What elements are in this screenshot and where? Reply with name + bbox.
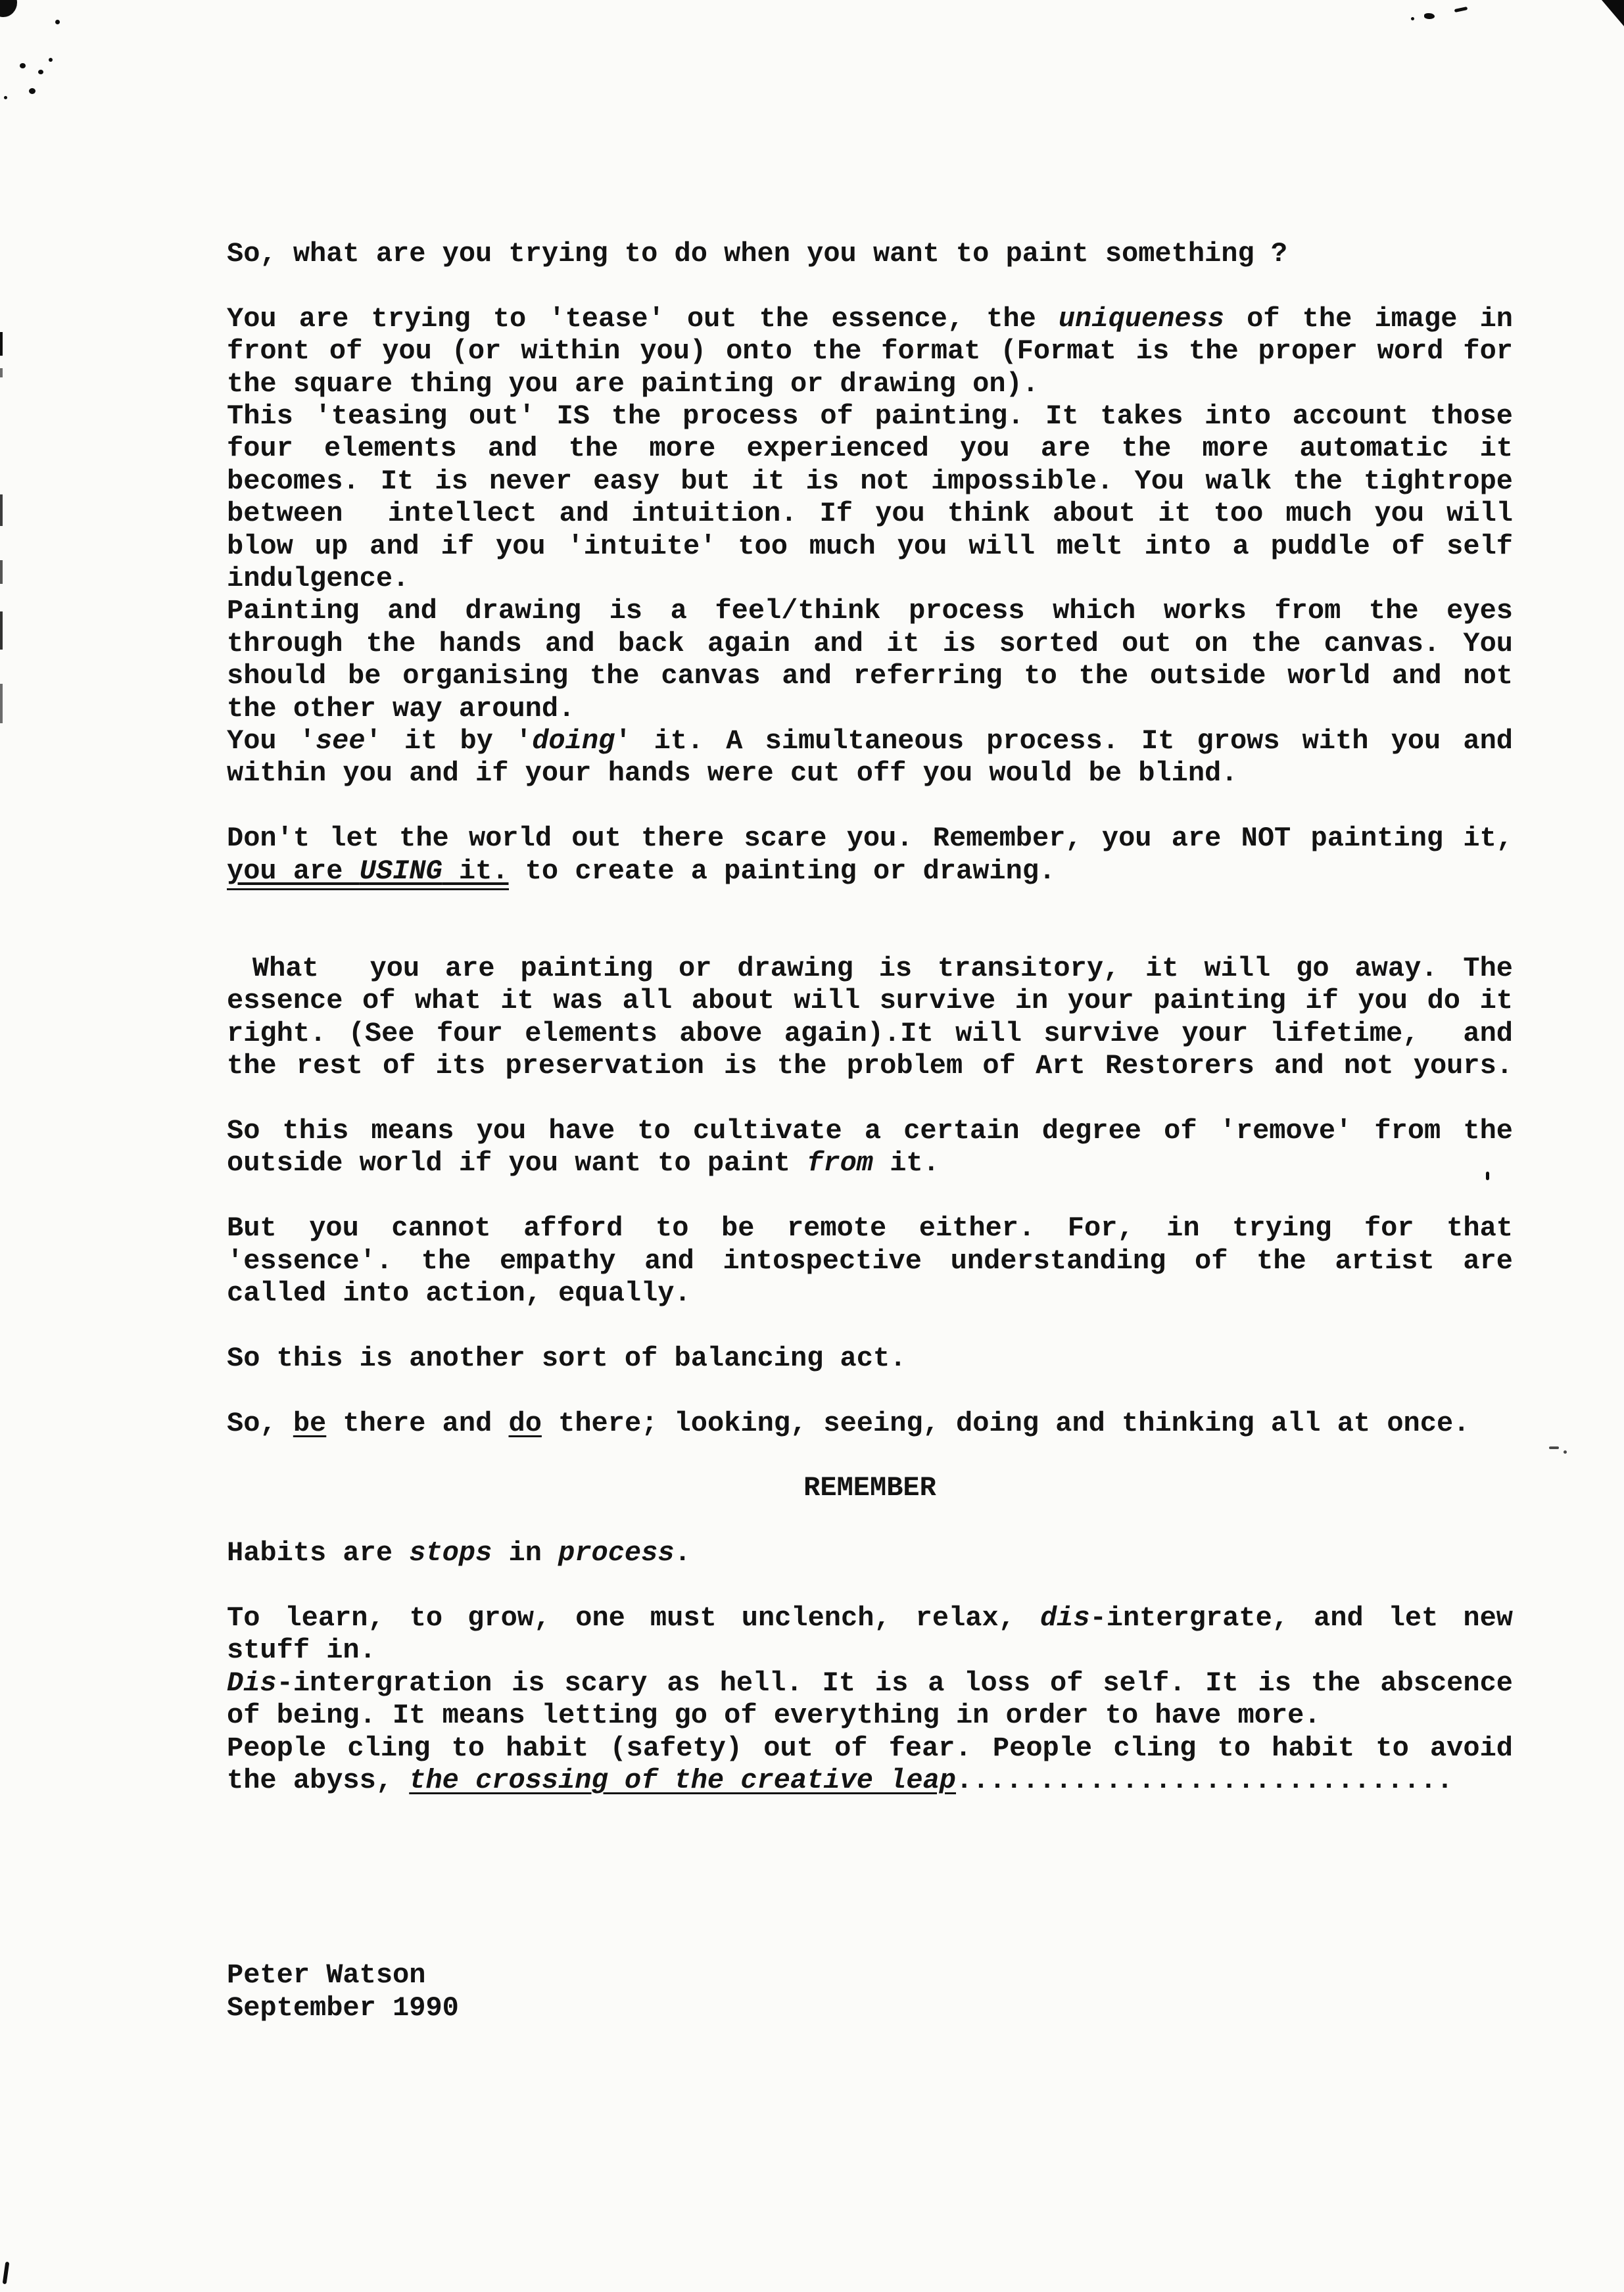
remove-paragraph-line xyxy=(227,1115,1513,1147)
text-segment: USING xyxy=(360,855,442,890)
text-segment: So this means you have to cultivate a certain degree of 'remove' from the xyxy=(227,1114,1513,1147)
essence-paragraph-line xyxy=(227,531,1513,563)
text-segment: stops xyxy=(409,1537,492,1569)
text-segment: ' it by ' xyxy=(365,725,533,757)
opening-question-line xyxy=(227,238,1513,270)
scan-artifact-bottom-left-mark xyxy=(3,2262,10,2285)
scan-artifact-top-right-corner xyxy=(1602,0,1624,26)
text-segment: process xyxy=(558,1537,675,1569)
essence-paragraph-line xyxy=(227,400,1513,433)
learning-paragraph-line xyxy=(227,1700,1513,1732)
text-segment: You are trying to 'tease' out the essence, the xyxy=(227,302,1059,335)
text-segment: stuff in. xyxy=(227,1635,376,1667)
paragraph-gap xyxy=(227,1310,1513,1342)
habits-paragraph-line xyxy=(227,1537,1513,1569)
transitory-paragraph-line xyxy=(227,953,1513,985)
text-segment: do xyxy=(508,1407,542,1439)
text-segment: right. (See four elements above again).It will survive your lifetime, and xyxy=(227,1017,1513,1049)
text-segment: September 1990 xyxy=(227,1992,459,2024)
text-segment: Painting and drawing is a feel/think process which works from the eyes xyxy=(227,595,1513,627)
scan-artifact-speck xyxy=(29,88,36,94)
text-segment: 'essence'. the empathy and intospective understanding of the artist are xyxy=(227,1245,1513,1277)
paragraph-gap xyxy=(227,888,1513,953)
learning-paragraph-line xyxy=(227,1667,1513,1700)
text-segment: it. xyxy=(872,1147,940,1180)
remote-paragraph-line xyxy=(227,1212,1513,1245)
scan-artifact-speck xyxy=(55,20,60,24)
text-segment: dis xyxy=(1039,1602,1090,1634)
paragraph-gap xyxy=(227,270,1513,302)
scan-artifact-edge-line xyxy=(0,332,3,356)
text-segment: So, xyxy=(227,1407,293,1439)
text-segment: Don't let the world out there scare you. Remember, you are NOT painting it, xyxy=(227,823,1513,855)
essence-paragraph-line xyxy=(227,433,1513,465)
text-segment: So, what are you trying to do when you want to paint something ? xyxy=(227,238,1288,270)
remember-heading-line xyxy=(227,1472,1513,1504)
text-segment: uniqueness xyxy=(1058,302,1225,335)
scan-artifact-top-left-corner xyxy=(0,0,17,17)
scan-artifact-edge-line xyxy=(0,494,3,526)
scan-artifact-edge-line xyxy=(0,611,3,650)
scan-artifact-edge-line xyxy=(0,684,3,723)
scan-artifact-speck xyxy=(1411,17,1414,20)
text-segment: People cling to habit (safety) out of fear. People cling to habit to avoid xyxy=(227,1732,1513,1764)
text-segment: becomes. It is never easy but it is not impossible. You walk the tightrope xyxy=(227,465,1513,497)
be-do-paragraph-line xyxy=(227,1408,1513,1440)
document-text xyxy=(227,238,1513,2024)
text-segment: of being. It means letting go of everything in order to have more. xyxy=(227,1700,1321,1732)
remote-paragraph-line xyxy=(227,1245,1513,1277)
text-segment: from xyxy=(807,1147,873,1180)
scan-artifact-speck xyxy=(1454,7,1468,12)
text-segment: doing xyxy=(532,725,615,757)
text-segment: front of you (or within you) onto the format (Format is the proper word for xyxy=(227,335,1513,368)
text-segment: You ' xyxy=(227,725,316,757)
scan-artifact-speck xyxy=(20,63,26,68)
not-painting-paragraph-line xyxy=(227,823,1513,855)
text-segment: blow up and if you 'intuite' too much you will melt into a puddle of self xyxy=(227,530,1513,562)
paragraph-gap xyxy=(227,1797,1513,1959)
text-segment: through the hands and back again and it is sorted out on the canvas. You xyxy=(227,627,1513,659)
text-segment: Habits are xyxy=(227,1537,410,1569)
text-segment: it. xyxy=(442,855,509,890)
text-segment: see xyxy=(315,725,366,757)
learning-paragraph-line xyxy=(227,1635,1513,1667)
transitory-paragraph-line xyxy=(227,1018,1513,1050)
scan-artifact-edge-line xyxy=(0,560,3,584)
essence-paragraph-line xyxy=(227,660,1513,692)
balancing-paragraph-line xyxy=(227,1343,1513,1375)
scan-artifact-speck xyxy=(1564,1450,1567,1454)
paragraph-gap xyxy=(227,1083,1513,1115)
scan-artifact-dash xyxy=(1549,1446,1559,1449)
essence-paragraph-line xyxy=(227,335,1513,368)
text-segment: four elements and the more experienced you are the more automatic it xyxy=(227,433,1513,465)
essence-paragraph-line xyxy=(227,563,1513,595)
text-segment: outside world if you want to paint xyxy=(227,1147,807,1180)
text-segment: essence of what it was all about will survive in your painting if you do it xyxy=(227,985,1513,1017)
paragraph-gap xyxy=(227,1375,1513,1407)
text-segment: in xyxy=(492,1537,559,1569)
learning-paragraph-line xyxy=(227,1765,1513,1797)
paragraph-gap xyxy=(227,1440,1513,1472)
essence-paragraph-line xyxy=(227,628,1513,660)
paragraph-gap xyxy=(227,1570,1513,1602)
text-segment: This 'teasing out' IS the process of painting. It takes into account those xyxy=(227,400,1513,433)
remove-paragraph-line xyxy=(227,1147,1513,1180)
text-segment: Dis xyxy=(227,1667,277,1699)
text-segment: But you cannot afford to be remote either. For, in trying for that xyxy=(227,1212,1513,1245)
not-painting-paragraph-line xyxy=(227,855,1513,888)
text-segment: ' it. A simultaneous process. It grows with you and xyxy=(615,725,1513,757)
paragraph-gap xyxy=(227,1505,1513,1537)
text-segment: called into action, equally. xyxy=(227,1277,691,1309)
learning-paragraph-line xyxy=(227,1602,1513,1635)
text-segment: there; looking, seeing, doing and thinking all at once. xyxy=(541,1407,1470,1439)
text-segment: within you and if your hands were cut off you would be blind. xyxy=(227,757,1238,790)
signature-line xyxy=(227,1959,1513,1992)
scan-artifact-edge-line xyxy=(0,368,3,377)
text-segment: REMEMBER xyxy=(803,1472,936,1504)
text-segment: .............................. xyxy=(956,1764,1454,1796)
scan-artifact-speck xyxy=(4,96,7,99)
text-segment: To learn, to grow, one must unclench, relax, xyxy=(227,1602,1040,1634)
signature-line xyxy=(227,1992,1513,2024)
text-segment: the rest of its preservation is the problem of Art Restorers and not yours. xyxy=(227,1050,1513,1082)
text-segment: there and xyxy=(326,1407,509,1439)
learning-paragraph-line xyxy=(227,1732,1513,1765)
essence-paragraph-line xyxy=(227,498,1513,530)
text-segment: So this is another sort of balancing act. xyxy=(227,1342,907,1374)
essence-paragraph-line xyxy=(227,595,1513,627)
transitory-paragraph-line xyxy=(227,1050,1513,1082)
text-segment: the crossing of the creative leap xyxy=(409,1764,956,1796)
essence-paragraph-line xyxy=(227,693,1513,725)
text-segment: -intergrate, and let new xyxy=(1089,1602,1513,1634)
essence-paragraph-line xyxy=(227,368,1513,400)
text-segment: -intergration is scary as hell. It is a loss of self. It is the abscence xyxy=(276,1667,1513,1699)
text-segment: Peter Watson xyxy=(227,1959,426,1992)
scan-artifact-speck xyxy=(1486,1172,1489,1180)
scan-artifact-speck xyxy=(38,70,43,74)
essence-paragraph-line xyxy=(227,757,1513,790)
text-segment: should be organising the canvas and referring to the outside world and not xyxy=(227,660,1513,692)
text-segment: of the image in xyxy=(1224,302,1514,335)
text-segment: be xyxy=(293,1407,327,1439)
remote-paragraph-line xyxy=(227,1277,1513,1310)
essence-paragraph-line xyxy=(227,725,1513,757)
text-segment: What you are painting or drawing is transitory, it will go away. The xyxy=(227,952,1513,984)
text-segment: the other way around. xyxy=(227,692,575,725)
text-segment: to create a painting or drawing. xyxy=(508,855,1056,887)
transitory-paragraph-line xyxy=(227,985,1513,1017)
text-segment: the abyss, xyxy=(227,1764,410,1796)
text-segment: the square thing you are painting or drawing on). xyxy=(227,368,1039,400)
paragraph-gap xyxy=(227,1180,1513,1212)
essence-paragraph-line xyxy=(227,466,1513,498)
scan-artifact-speck xyxy=(1424,13,1435,19)
text-segment: you are xyxy=(227,855,360,890)
text-segment: indulgence. xyxy=(227,563,410,595)
text-segment: . xyxy=(674,1537,691,1569)
paragraph-gap xyxy=(227,790,1513,823)
scan-artifact-speck xyxy=(49,58,53,62)
text-segment: between intellect and intuition. If you think about it too much you will xyxy=(227,498,1513,530)
essence-paragraph-line xyxy=(227,303,1513,335)
